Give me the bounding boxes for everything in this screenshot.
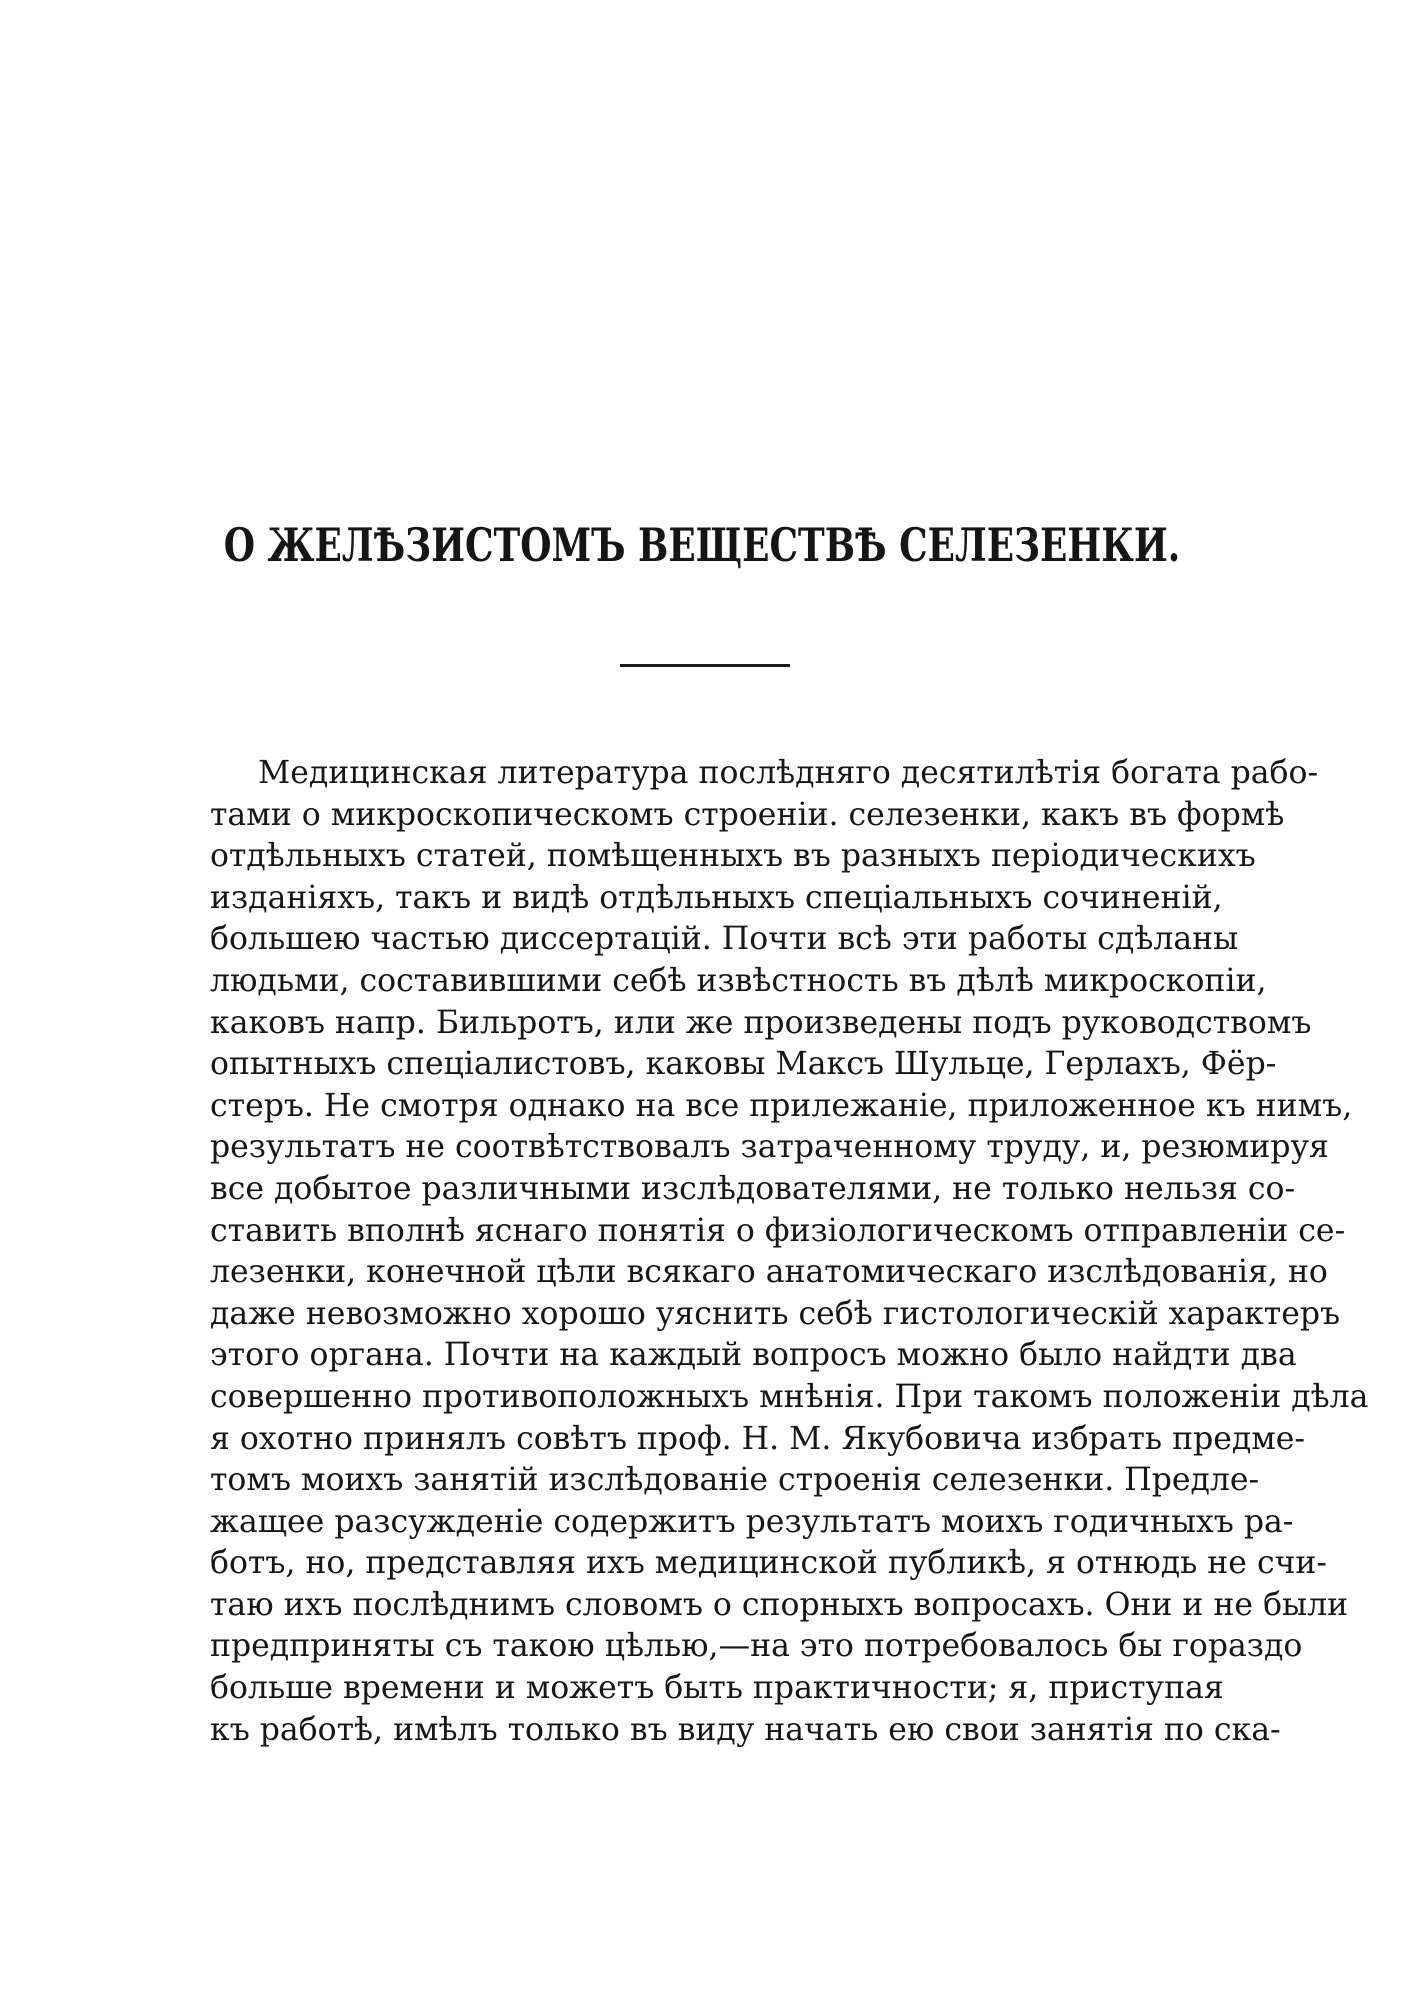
text-line: я охотно принялъ совѣтъ проф. Н. М. Якубовича избрать предме- — [210, 1420, 1306, 1457]
text-line: предприняты съ такою цѣлью,—на это потребовалось бы гораздо — [210, 1628, 1303, 1665]
text-line: лезенки, конечной цѣли всякаго анатомическаго изслѣдованія, но — [210, 1254, 1328, 1291]
text-line: результатъ не соотвѣтствовалъ затраченному труду, и, резюмируя — [210, 1129, 1329, 1166]
text-line: таю ихъ послѣднимъ словомъ о спорныхъ вопросахъ. Они и не были — [210, 1586, 1349, 1623]
text-line: все добытое различными изслѣдователями, не только нельзя со- — [210, 1170, 1296, 1207]
text-line: опытныхъ спеціалистовъ, каковы Максъ Шульце, Герлахъ, Фёр- — [210, 1046, 1277, 1083]
text-line: людьми, составившими себѣ извѣстность въ дѣлѣ микроскопіи, — [210, 962, 1267, 999]
text-line: совершенно противоположныхъ мнѣнія. При такомъ положеніи дѣла — [210, 1378, 1369, 1415]
text-line: больше времени и можетъ быть практичности; я, приступая — [210, 1670, 1224, 1707]
text-line: томъ моихъ занятій изслѣдованіе строенія селезенки. Предле- — [210, 1462, 1260, 1499]
text-line: стеръ. Не смотря однако на все прилежаніе, приложенное къ нимъ, — [210, 1087, 1353, 1124]
text-line: изданіяхъ, такъ и видѣ отдѣльныхъ спеціальныхъ сочиненій, — [210, 879, 1223, 916]
text-line: Медицинская литература послѣдняго десятилѣтія богата рабо- — [258, 755, 1319, 791]
title-divider-rule — [620, 664, 790, 667]
text-line: отдѣльныхъ статей, помѣщенныхъ въ разныхъ періодическихъ — [210, 838, 1256, 875]
text-line: ставить вполнѣ яснаго понятія о физіологическомъ отправленіи се- — [210, 1212, 1346, 1249]
body-paragraph — [210, 753, 1369, 1751]
text-line: ботъ, но, представляя ихъ медицинской публикѣ, я отнюдь не счи- — [210, 1545, 1328, 1582]
text-line: даже невозможно хорошо уяснить себѣ гистологическій характеръ — [210, 1295, 1341, 1332]
text-line: тами о микроскопическомъ строеніи. селезенки, какъ въ формѣ — [210, 796, 1285, 833]
text-line: жащее разсужденіе содержитъ результатъ моихъ годичныхъ ра- — [210, 1503, 1294, 1540]
text-line: каковъ напр. Бильротъ, или же произведены подъ руководствомъ — [210, 1004, 1312, 1041]
text-line: большею частью диссертацій. Почти всѣ эти работы сдѣланы — [210, 921, 1239, 958]
chapter-title: О ЖЕЛѢЗИСТОМЪ ВЕЩЕСТВѢ СЕЛЕЗЕНКИ. — [223, 518, 1181, 572]
text-line: къ работѣ, имѣлъ только въ виду начать ею свои занятія по ска- — [210, 1711, 1281, 1748]
text-line: этого органа. Почти на каждый вопросъ можно было найдти два — [210, 1337, 1297, 1374]
